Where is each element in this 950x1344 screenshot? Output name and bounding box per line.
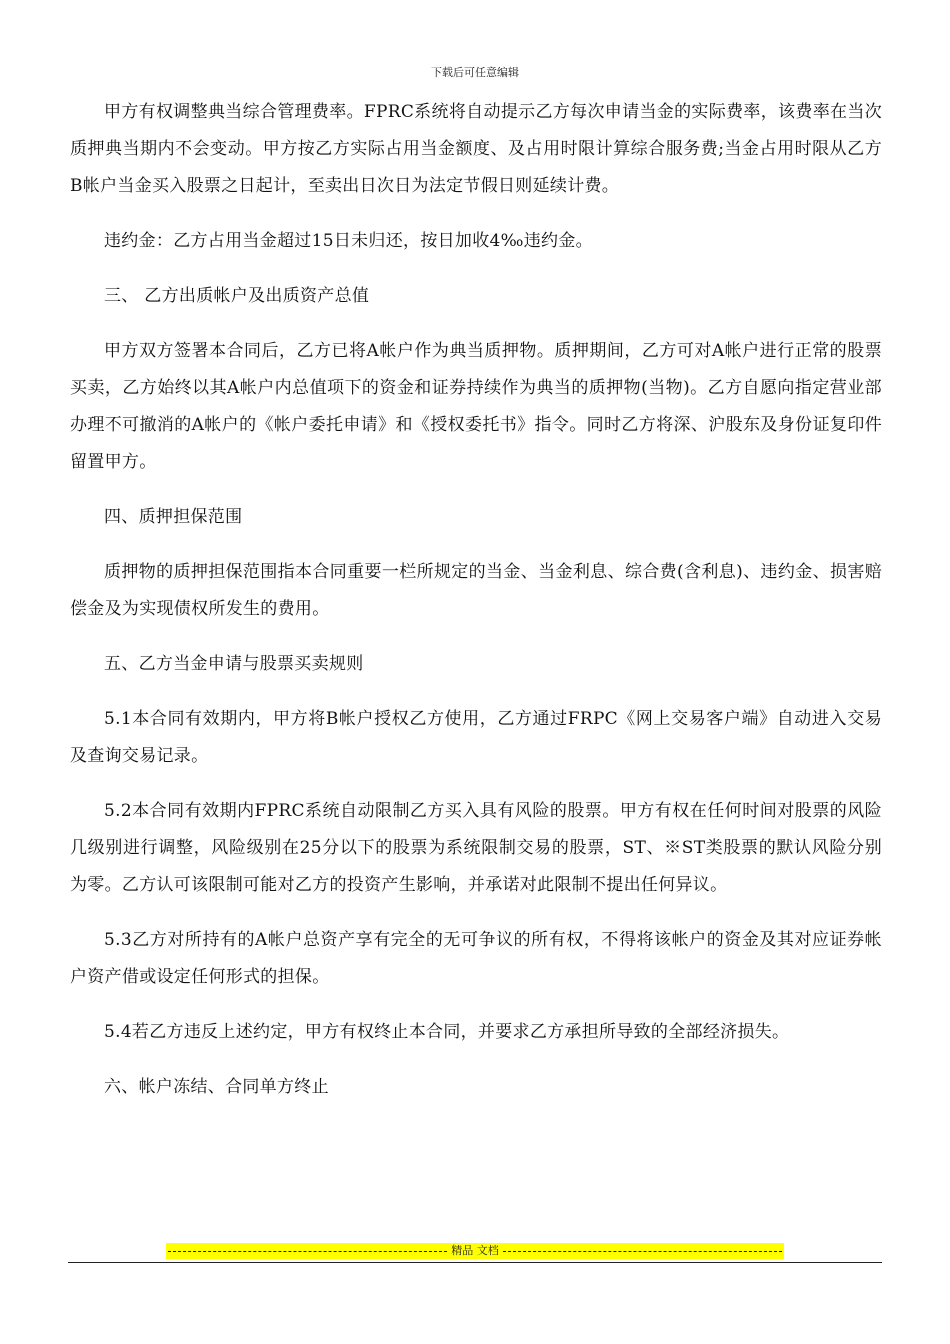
page-header-note: 下载后可任意编辑 <box>431 66 519 79</box>
paragraph-fee-rate: 甲方有权调整典当综合管理费率。FPRC系统将自动提示乙方每次申请当金的实际费率，该费率在当次质押典当期内不会变动。甲方按乙方实际占用当金额度、及占用时限计算综合服务费;当金占用时限从乙方B帐户当金买入股票之日起计，至卖出日次日为法定节假日则延续计费。 <box>70 102 882 196</box>
paragraph-guarantee-scope: 质押物的质押担保范围指本合同重要一栏所规定的当金、当金利息、综合费(含利息)、违约金、损害赔偿金及为实现债权所发生的费用。 <box>70 562 882 619</box>
clause-5-3: 5.3乙方对所持有的A帐户总资产享有完全的无可争议的所有权，不得将该帐户的资金及其对应证券帐户资产借或设定任何形式的担保。 <box>70 930 882 987</box>
footer-dash-left <box>168 1251 447 1252</box>
clause-5-4: 5.4若乙方违反上述约定，甲方有权终止本合同，并要求乙方承担所导致的全部经济损失。 <box>104 1022 790 1042</box>
section-heading-5: 五、乙方当金申请与股票买卖规则 <box>104 654 364 674</box>
footer-divider <box>68 1262 882 1263</box>
document-body <box>70 94 882 1124</box>
footer-dash-right <box>503 1251 782 1252</box>
section-heading-3: 三、 乙方出质帐户及出质资产总值 <box>104 286 370 306</box>
section-heading-6: 六、帐户冻结、合同单方终止 <box>104 1077 329 1097</box>
clause-5-2: 5.2本合同有效期内FPRC系统自动限制乙方买入具有风险的股票。甲方有权在任何时间对股票的风险几级别进行调整，风险级别在25分以下的股票为系统限制交易的股票，ST、※ST类股票的默认风险分别为零。乙方认可该限制可能对乙方的投资产生影响，并承诺对此限制不提出任何异议。 <box>70 801 882 895</box>
footer-label: 精品 文档 <box>451 1244 499 1257</box>
paragraph-penalty: 违约金：乙方占用当金超过15日未归还，按日加收4‰违约金。 <box>104 231 593 251</box>
section-heading-4: 四、质押担保范围 <box>104 507 243 527</box>
footer-banner <box>166 1243 784 1259</box>
clause-5-1: 5.1本合同有效期内，甲方将B帐户授权乙方使用，乙方通过FRPC《网上交易客户端》自动进入交易及查询交易记录。 <box>70 709 882 766</box>
paragraph-pledge-account: 甲方双方签署本合同后，乙方已将A帐户作为典当质押物。质押期间，乙方可对A帐户进行正常的股票买卖，乙方始终以其A帐户内总值项下的资金和证券持续作为典当的质押物(当物)。乙方自愿向指定营业部办理不可撤消的A帐户的《帐户委托申请》和《授权委托书》指令。同时乙方将深、沪股东及身份证复印件留置甲方。 <box>70 341 882 472</box>
